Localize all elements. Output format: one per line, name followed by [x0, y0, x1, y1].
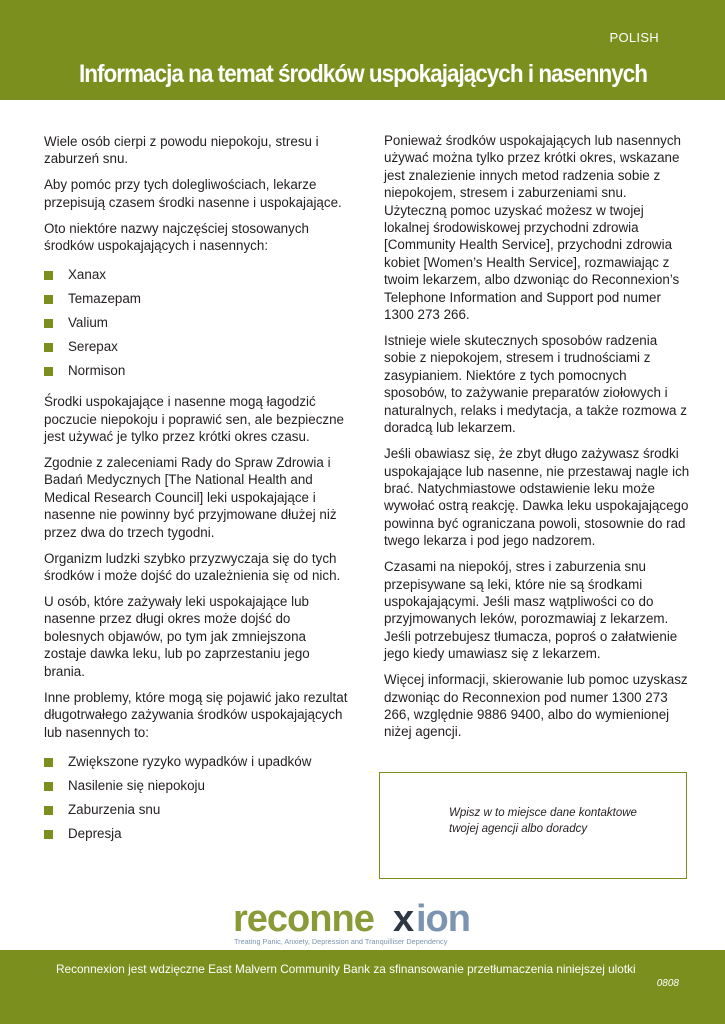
bullet-square-icon — [44, 758, 53, 767]
header-band — [0, 0, 725, 100]
bullet-square-icon — [44, 830, 53, 839]
document-code: 0808 — [656, 978, 679, 989]
bullet-square-icon — [44, 806, 53, 815]
bullet-square-icon — [44, 271, 53, 280]
doctors-paragraph: Aby pomóc przy tych dolegliwościach, lekarze przepisują czasem środki nasenne i uspokajające. — [44, 177, 342, 210]
sponsor-credit: Reconnexion jest wdzięczne East Malvern Community Bank za sfinansowanie przetłumaczenia niniejszej ulotki — [56, 962, 636, 976]
bullet-square-icon — [44, 782, 53, 791]
list-item — [44, 359, 350, 383]
problem-text: Nasilenie się niepokoju — [68, 777, 205, 793]
logo-wordmark-right: ion — [416, 898, 470, 940]
withdrawal-paragraph: U osób, które zażywały leki uspokajające lub nasenne przez długi okres może dojść do bolesnych objawów, po tym jak zmniejszona zostaje dawka leku, lub po zaprzestaniu jego brania. — [44, 594, 310, 679]
page-title: Informacja na temat środków uspokajających i nasennych — [79, 60, 648, 88]
stopping-paragraph: Jeśli obawiasz się, że zbyt długo zażywasz środki uspokajające lub nasenne, nie przestawaj nagle ich brać. Natychmiastowe odstawienie leku może wywołać ostrą reakcję. Dawka leku uspokajającego powinna być ograniczana powoli, stosownie do rad twego lekarza i pod jego nadzorem. — [384, 446, 690, 549]
problem-text: Zaburzenia snu — [68, 801, 161, 817]
dependence-paragraph: Organizm ludzki szybko przyzwyczaja się do tych środków i może dojść do uzależnienia się od nich. — [44, 550, 341, 584]
drug-name: Temazepam — [68, 291, 141, 307]
footer-band — [0, 950, 725, 1024]
nhmrc-paragraph: Zgodnie z zaleceniami Rady do Spraw Zdrowia i Badań Medycznych [The National Health and Medical Research Council] leki uspokajające i nasenne nie powinny być przyjmowane dłużej niż przez dwa do trzech tygodni. — [44, 455, 337, 540]
agency-contact-box — [379, 772, 687, 879]
left-column — [44, 133, 350, 856]
drug-name: Normison — [68, 363, 126, 379]
problems-intro-paragraph: Inne problemy, które mogą się pojawić jako rezultat długotrwałego zażywania środków uspokajających lub nasennych to: — [44, 689, 348, 740]
intro-paragraph: Wiele osób cierpi z powodu niepokoju, stresu i zaburzeń snu. — [44, 134, 319, 167]
drug-name: Xanax — [68, 267, 106, 283]
logo-tagline: Treating Panic, Anxiety, Depression and Tranquilliser Dependency — [234, 937, 448, 946]
list-item — [44, 311, 350, 335]
language-label: POLISH — [609, 30, 659, 45]
logo-wordmark-left: reconne — [233, 898, 374, 940]
drug-name: Serepax — [68, 339, 118, 355]
list-item — [44, 822, 350, 846]
problem-text: Zwiększone ryzyko wypadków i upadków — [68, 753, 312, 769]
bullet-square-icon — [44, 295, 53, 304]
relief-paragraph: Środki uspokajające i nasenne mogą łagodzić poczucie niepokoju i poprawić sen, ale bezpieczne jest używać je tylko przez krótki okres czasu. — [44, 394, 344, 445]
bullet-square-icon — [44, 367, 53, 376]
list-item — [44, 263, 350, 287]
coping-paragraph: Istnieje wiele skutecznych sposobów radzenia sobie z niepokojem, stresem i trudnościami z zasypianiem. Niektóre z tych pomocnych sposobów, to zażywanie preparatów ziołowych i naturalnych, relaks i medytacja, a także rozmowa z doradcą lub lekarzem. — [384, 333, 687, 436]
list-item — [44, 335, 350, 359]
more-info-paragraph: Więcej informacji, skierowanie lub pomoc uzyskasz dzwoniąc do Reconnexion pod numer 1300 273 266, względnie 9886 9400, albo do wymienionej niżej agencji. — [384, 672, 688, 740]
drug-name: Valium — [68, 315, 108, 331]
alternatives-paragraph: Ponieważ środków uspokajających lub nasennych używać można tylko przez krótki okres, wskazane jest znalezienie innych metod radzenia sobie z niepokojem, stresem i zaburzeniami snu. Użyteczną pomoc uzyskać możesz w twojej lokalnej środowiskowej przychodni zdrowia [Community Health Service], przychodni zdrowia kobiet [Women’s Health Service], rozmawiając z twoim lekarzem, albo dzwoniąc do Reconnexion’s Telephone Information and Support pod numer 1300 273 266. — [384, 133, 682, 323]
names-intro-paragraph: Oto niektóre nazwy najczęściej stosowanych środków uspokajających i nasennych: — [44, 220, 309, 254]
list-item — [44, 774, 350, 798]
list-item — [44, 287, 350, 311]
logo-wordmark-x: x — [393, 898, 415, 940]
contact-placeholder-text: Wpisz w to miejsce dane kontaktowe twojej agencji albo doradcy — [449, 807, 637, 835]
drug-list — [44, 263, 350, 383]
list-item — [44, 798, 350, 822]
problems-list — [44, 750, 350, 846]
right-column — [384, 132, 690, 749]
bullet-square-icon — [44, 319, 53, 328]
bullet-square-icon — [44, 343, 53, 352]
other-medicines-paragraph: Czasami na niepokój, stres i zaburzenia snu przepisywane są leki, które nie są środkami uspokajającymi. Jeśli masz wątpliwości co do przyjmowanych leków, porozmawiaj z lekarzem. Jeśli potrzebujesz tłumacza, poproś o załatwienie jego kiedy umawiasz się z lekarzem. — [384, 559, 678, 662]
problem-text: Depresja — [68, 825, 122, 841]
reconnexion-logo — [232, 893, 502, 948]
list-item — [44, 750, 350, 774]
